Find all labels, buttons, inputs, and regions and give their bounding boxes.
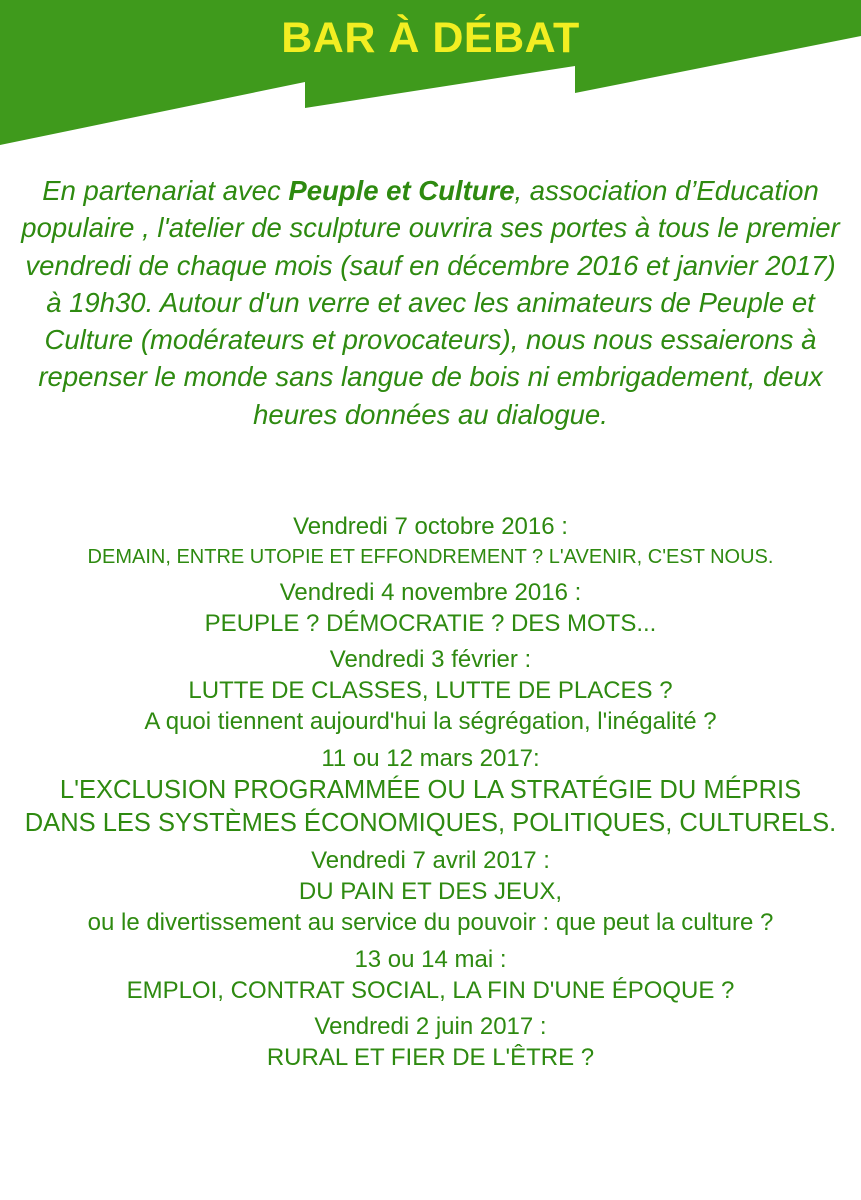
- event-item: [0, 512, 861, 572]
- event-title: LUTTE DE CLASSES, LUTTE DE PLACES ?: [188, 677, 673, 704]
- event-item: [0, 578, 861, 639]
- event-date: 13 ou 14 mai :: [354, 946, 507, 973]
- event-subtitle: ou le divertissement au service du pouvoir : que peut la culture ?: [87, 909, 774, 936]
- intro-text-start: En partenariat avec: [42, 175, 289, 206]
- event-item: [0, 846, 861, 939]
- event-subtitle: A quoi tiennent aujourd'hui la ségrégation, l'inégalité ?: [144, 708, 717, 735]
- event-item: [0, 945, 861, 1006]
- event-date: Vendredi 7 avril 2017 :: [311, 847, 550, 874]
- event-title: PEUPLE ? DÉMOCRATIE ? DES MOTS...: [204, 610, 657, 637]
- event-title-line-2: DANS LES SYSTÈMES ÉCONOMIQUES, POLITIQUES, CULTURELS.: [24, 809, 837, 837]
- event-title: EMPLOI, CONTRAT SOCIAL, LA FIN D'UNE ÉPOQUE ?: [126, 977, 735, 1004]
- event-title: DEMAIN, ENTRE UTOPIE ET EFFONDREMENT ? L'AVENIR, C'EST NOUS.: [87, 546, 774, 568]
- header-banner: [0, 0, 861, 150]
- event-date: Vendredi 4 novembre 2016 :: [279, 579, 582, 606]
- banner-title: BAR À DÉBAT: [281, 14, 580, 62]
- event-date: Vendredi 2 juin 2017 :: [314, 1013, 547, 1040]
- event-list: [0, 512, 861, 1079]
- intro-paragraph: [20, 172, 841, 433]
- intro-text-rest: , association d’Education populaire , l'atelier de sculpture ouvrira ses portes à tous le premier vendredi de chaque mois (sauf en décembre 2016 et janvier 2017) à 19h30. Autour d'un verre et avec les animateurs de Peuple et Culture (modérateurs et provocateurs), nous nous essaierons à repenser le monde sans langue de bois ni embrigadement, deux heures données au dialogue.: [21, 175, 840, 430]
- event-date: Vendredi 7 octobre 2016 :: [293, 513, 568, 540]
- intro-org-name: Peuple et Culture: [288, 175, 515, 206]
- event-date: 11 ou 12 mars 2017:: [321, 745, 540, 772]
- event-date: Vendredi 3 février :: [329, 646, 532, 673]
- event-title: RURAL ET FIER DE L'ÊTRE ?: [266, 1044, 595, 1071]
- event-item: [0, 1012, 861, 1073]
- event-title: DU PAIN ET DES JEUX,: [298, 878, 563, 905]
- event-title-line-1: L'EXCLUSION PROGRAMMÉE OU LA STRATÉGIE DU MÉPRIS: [59, 776, 802, 804]
- event-item: [0, 645, 861, 738]
- event-item: [0, 744, 861, 840]
